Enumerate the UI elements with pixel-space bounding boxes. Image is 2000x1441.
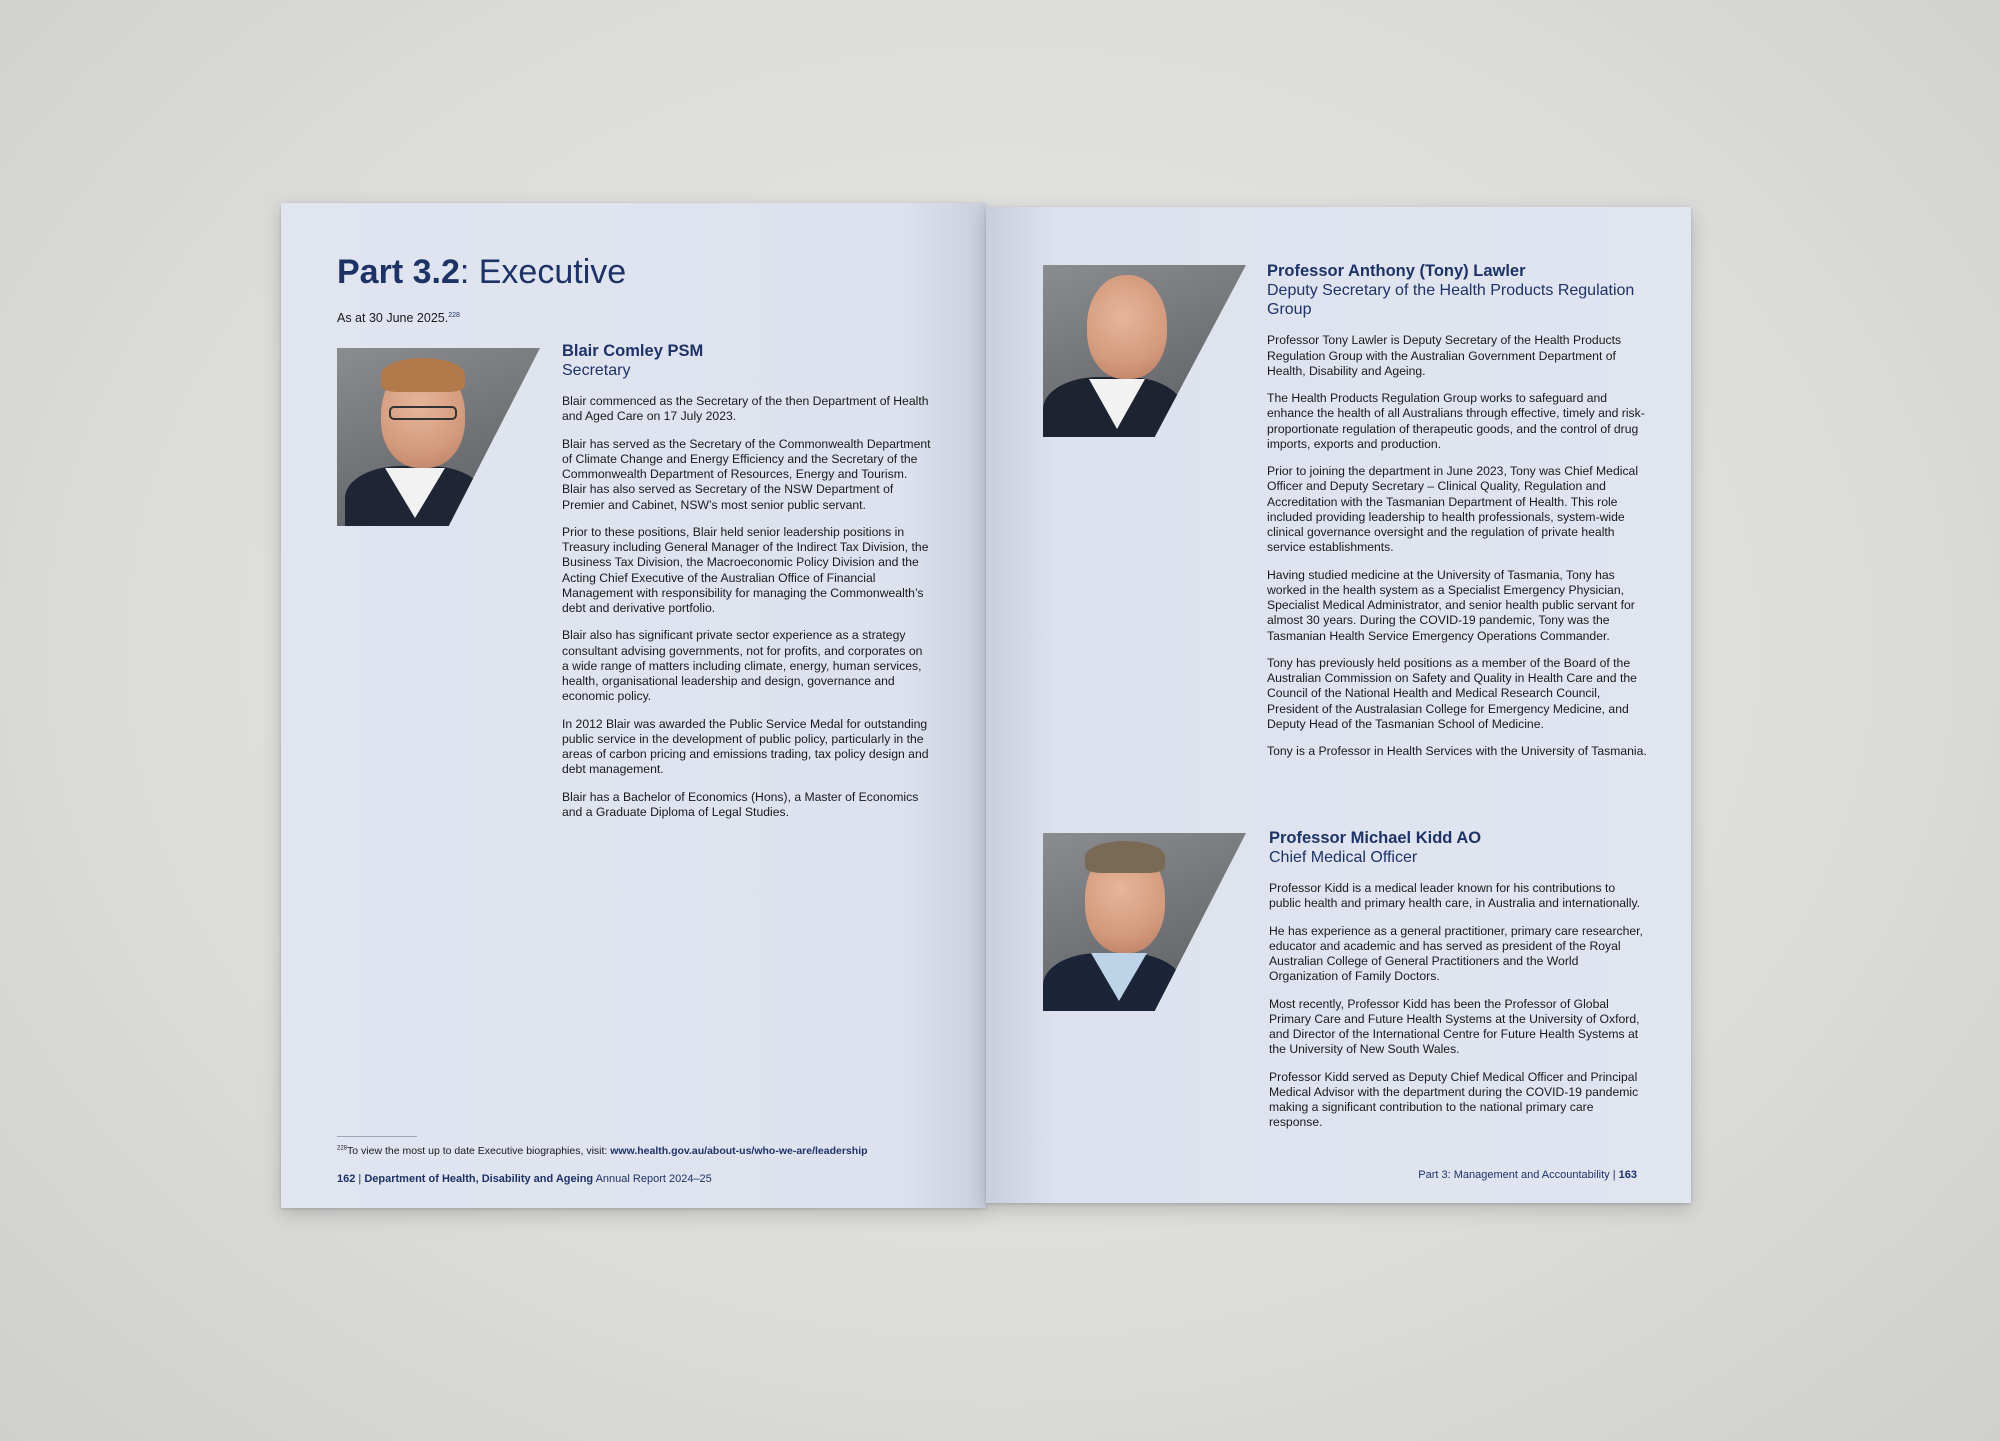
folio-separator: | (1609, 1169, 1619, 1181)
person-name: Professor Michael Kidd AO (1269, 829, 1482, 847)
bio-paragraph: He has experience as a general practitioner, primary care researcher, educator and academic and has served as president of the Royal Australian College of General Practitioners and the World Organization of Family Doctors. (1269, 923, 1643, 984)
bio-paragraph: Professor Kidd is a medical leader known for his contributions to public health and primary health care, in Australia and internationally. (1269, 881, 1641, 911)
footnote-text: To view the most up to date Executive biographies, visit: (347, 1145, 611, 1157)
as-at-text: As at 30 June 2025. (337, 311, 449, 325)
folio-report: Annual Report 2024–25 (593, 1173, 712, 1185)
bio-paragraph: Blair has a Bachelor of Economics (Hons), a Master of Economics and a Graduate Diploma of Legal Studies. (562, 789, 919, 819)
person-role: Deputy Secretary of the Health Products Regulation Group (1267, 281, 1635, 319)
folio-department: Department of Health, Disability and Ageing (364, 1173, 594, 1185)
footnote-number: 228 (337, 1145, 348, 1152)
bio-paragraph: Professor Tony Lawler is Deputy Secretary of the Health Products Regulation Group with the Australian Government Department of Health, Disability and Ageing. (1267, 333, 1622, 378)
section-title-number: Part 3.2 (337, 253, 460, 291)
person-role: Secretary (562, 361, 631, 379)
folio-part: Part 3: Management and Accountability (1418, 1169, 1610, 1181)
as-at-date (337, 311, 460, 325)
bio-paragraph: Tony is a Professor in Health Services with the University of Tasmania. (1267, 744, 1647, 759)
portrait-tony-lawler (1043, 265, 1246, 437)
bio-tony-lawler (1267, 262, 1647, 771)
footnote-ref: 228 (448, 311, 460, 319)
bio-paragraph: Tony has previously held positions as a member of the Board of the Australian Commission on Safety and Quality in Health Care and the Council of the National Health and Medical Research Council, President of the Australasian College for Emergency Medicine, and Deputy Head of the Tasmanian School of Medicine. (1267, 655, 1637, 731)
bio-paragraph: Prior to joining the department in June 2023, Tony was Chief Medical Officer and Deputy Secretary – Clinical Quality, Regulation and Accreditation with the Tasmanian Department of Health. This role included providing leadership to health professionals, system-wide clinical governance oversight and the regulation of private health service establishments. (1267, 464, 1639, 555)
bio-paragraph: Blair has served as the Secretary of the Commonwealth Department of Climate Change and Energy Efficiency and the Secretary of the Commonwealth Department of Resources, Energy and Tourism. Blair has also served as Secretary of the NSW Department of Premier and Cabinet, NSW’s most senior public servant. (562, 436, 931, 512)
section-title-text: : Executive (459, 253, 627, 291)
open-book-spread (281, 203, 1691, 1208)
footnote-rule (337, 1136, 417, 1137)
bio-blair-comley (562, 342, 932, 832)
bio-paragraph: In 2012 Blair was awarded the Public Service Medal for outstanding public service in the development of public policy, particularly in the areas of carbon pricing and emissions trading, tax policy design and debt management. (562, 716, 929, 777)
bio-paragraph: Most recently, Professor Kidd has been the Professor of Global Primary Care and Future Health Systems at the University of Oxford, and Director of the International Centre for Future Health Systems at the University of New South Wales. (1269, 996, 1640, 1057)
footnote (337, 1145, 868, 1157)
bio-paragraph: The Health Products Regulation Group works to safeguard and enhance the health of all Australians through effective, timely and risk-proportionate regulation of therapeutic goods, and the control of drug imports, exports and production. (1267, 391, 1645, 451)
person-name: Blair Comley PSM (562, 342, 704, 360)
bio-michael-kidd (1269, 829, 1649, 1143)
person-role: Chief Medical Officer (1269, 848, 1418, 866)
bio-paragraph: Blair also has significant private sector experience as a strategy consultant advising governments, not for profits, and corporates on a wide range of matters including climate, energy, human services, health, organisational leadership and design, governance and economic policy. (562, 628, 923, 704)
right-page (986, 207, 1691, 1203)
portrait-michael-kidd (1043, 833, 1246, 1011)
leadership-link[interactable]: www.health.gov.au/about-us/who-we-are/leadership (610, 1145, 868, 1157)
bio-paragraph: Prior to these positions, Blair held senior leadership positions in Treasury including General Manager of the Indirect Tax Division, the Business Tax Division, the Macroeconomic Policy Division and the Acting Chief Executive of the Australian Office of Financial Management with responsibility for managing the Commonwealth’s debt and derivative portfolio. (562, 524, 929, 616)
section-title (337, 253, 626, 292)
left-page (281, 203, 986, 1208)
page-folio-left (337, 1173, 712, 1185)
folio-separator: | (355, 1173, 365, 1185)
page-number: 163 (1618, 1169, 1637, 1181)
page-number: 162 (337, 1173, 356, 1185)
bio-paragraph: Professor Kidd served as Deputy Chief Medical Officer and Principal Medical Advisor with the department during the COVID-19 pandemic making a significant contribution to the national primary care response. (1269, 1069, 1639, 1130)
portrait-blair-comley (337, 348, 540, 526)
bio-paragraph: Having studied medicine at the University of Tasmania, Tony has worked in the health system as a Specialist Emergency Physician, Specialist Medical Administrator, and senior health public servant for almost 30 years. During the COVID-19 pandemic, Tony was the Tasmanian Health Service Emergency Operations Commander. (1267, 567, 1635, 643)
person-name: Professor Anthony (Tony) Lawler (1267, 262, 1526, 280)
bio-paragraph: Blair commenced as the Secretary of the then Department of Health and Aged Care on 17 July 2023. (562, 394, 929, 424)
page-folio-right (1418, 1169, 1637, 1181)
